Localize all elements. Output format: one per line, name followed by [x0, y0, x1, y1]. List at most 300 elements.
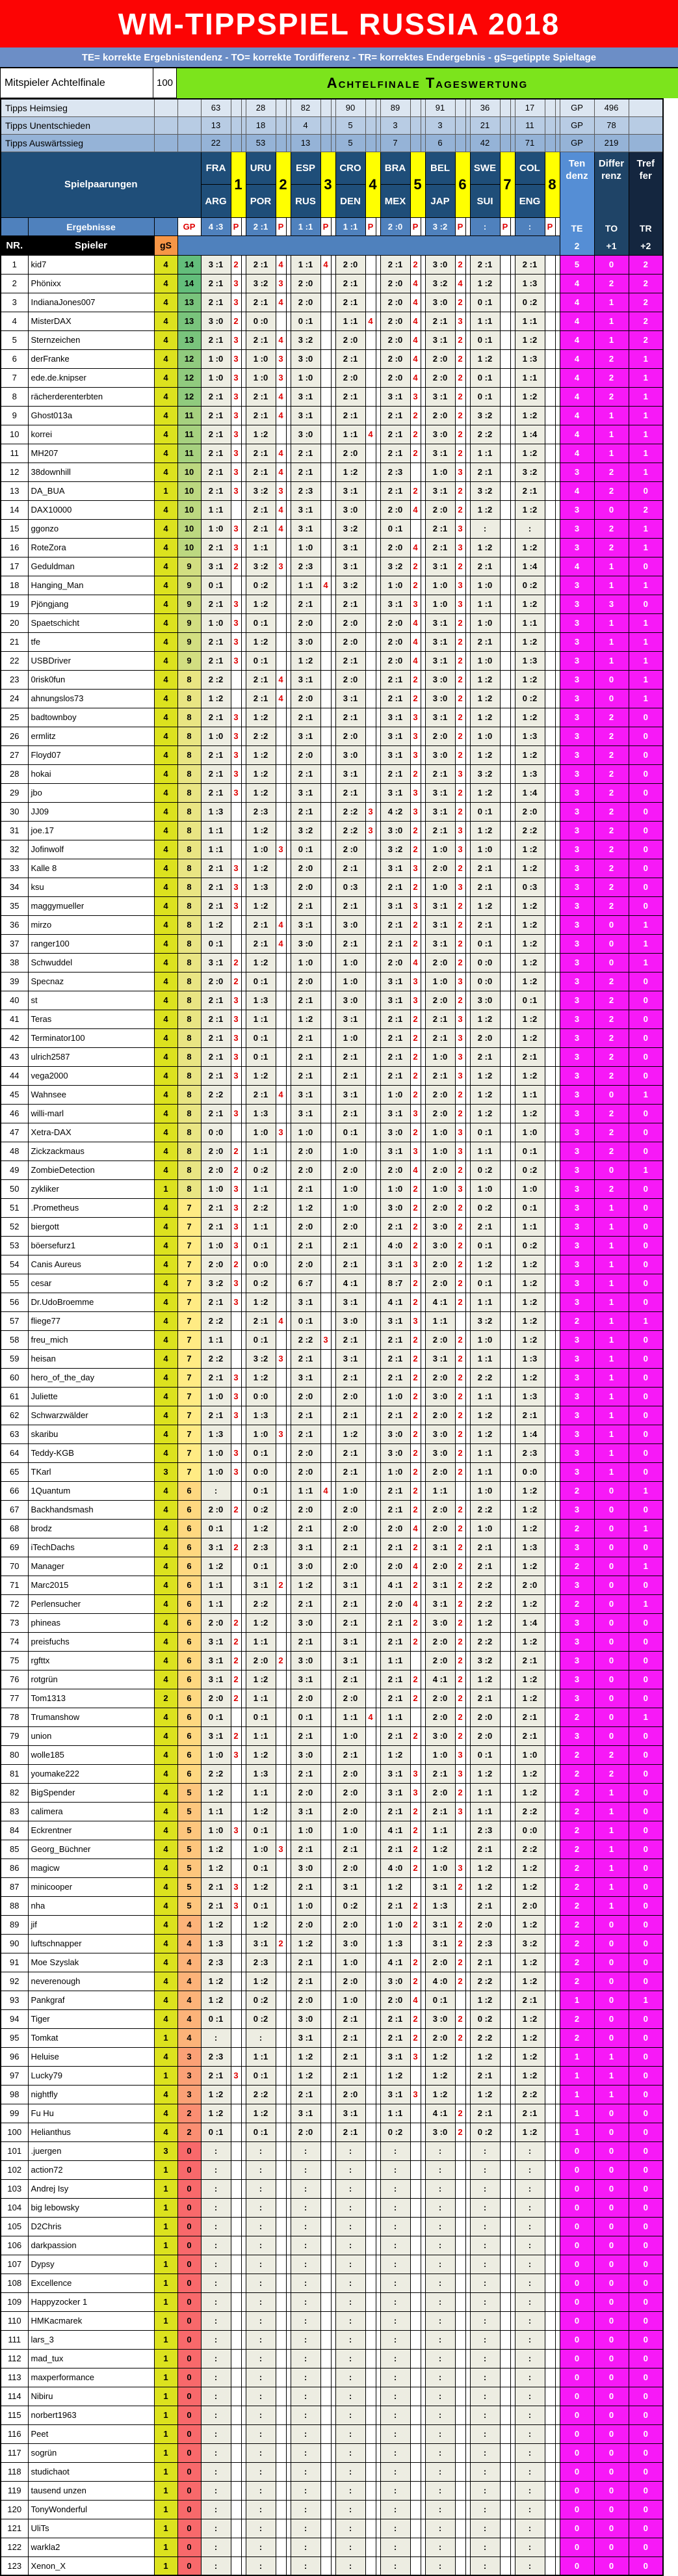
player-row — [1, 576, 663, 595]
separator-cell — [331, 1311, 335, 1330]
tip-match-3: 1 :0 — [291, 538, 320, 557]
separator-cell — [331, 1406, 335, 1425]
tip-points-match-3 — [320, 463, 331, 481]
gp-value: 10 — [177, 481, 201, 500]
tip-points-match-3 — [320, 519, 331, 538]
tip-match-8: 1 :1 — [515, 312, 545, 330]
separator-cell — [331, 632, 335, 651]
gs-value: 4 — [154, 1519, 177, 1538]
tip-points-match-4 — [365, 2368, 376, 2387]
tip-match-4: 2 :0 — [335, 1387, 365, 1406]
separator-cell — [286, 2274, 291, 2292]
separator-cell — [421, 2160, 425, 2179]
separator-cell — [286, 1387, 291, 1406]
tip-points-match-7 — [500, 1387, 510, 1406]
tip-match-1: 2 :1 — [201, 1877, 231, 1896]
separator-cell — [421, 1802, 425, 1821]
gs-value: 4 — [154, 1726, 177, 1745]
separator-cell — [376, 991, 380, 1010]
gp-value: 0 — [177, 2481, 201, 2500]
tip-match-2: 3 :2 — [246, 274, 276, 293]
separator-cell — [376, 2123, 380, 2141]
separator-cell — [286, 463, 291, 481]
tip-points-match-4 — [365, 859, 376, 878]
player-rank: 17 — [1, 557, 28, 576]
tip-match-3: 2 :1 — [291, 1877, 320, 1896]
separator-cell — [241, 1972, 246, 1991]
separator-cell — [286, 2217, 291, 2236]
tip-points-match-2 — [276, 425, 286, 444]
tip-match-5: 2 :1 — [380, 1010, 410, 1028]
separator-cell — [421, 2066, 425, 2085]
tip-match-1: : — [201, 2028, 231, 2047]
nr-header: NR. — [1, 235, 28, 255]
tip-match-5: 2 :0 — [380, 538, 410, 557]
tip-match-6: 1 :0 — [425, 576, 455, 595]
player-row — [1, 2406, 663, 2424]
tip-points-match-7 — [500, 463, 510, 481]
gp-value: 6 — [177, 1594, 201, 1613]
tip-points-match-6 — [455, 2141, 465, 2160]
tip-match-3: 1 :2 — [291, 1934, 320, 1953]
tip-match-4: 2 :1 — [335, 406, 365, 425]
separator-cell — [241, 727, 246, 745]
tip-points-match-5: 2 — [410, 1858, 421, 1877]
separator-cell — [421, 1368, 425, 1387]
separator-cell — [241, 953, 246, 972]
player-row — [1, 1293, 663, 1311]
tip-match-8: 0 :2 — [515, 1236, 545, 1255]
tip-match-3: 3 :0 — [291, 349, 320, 368]
tip-match-5: 3 :1 — [380, 595, 410, 613]
gp-column-label: GP — [177, 218, 201, 236]
gp-value: 0 — [177, 2462, 201, 2481]
separator-cell — [510, 1538, 515, 1557]
separator-cell — [555, 859, 560, 878]
tip-points-match-1 — [231, 2368, 241, 2387]
separator-cell — [555, 1255, 560, 1274]
separator-cell — [421, 2406, 425, 2424]
away-team-7: SUI — [470, 185, 500, 218]
blank-cell — [331, 134, 335, 152]
tip-points-match-2 — [276, 1217, 286, 1236]
tip-points-match-4 — [365, 1255, 376, 1274]
separator-cell — [286, 764, 291, 783]
gp-value: 0 — [177, 2556, 201, 2575]
tip-points-match-8 — [545, 1745, 555, 1764]
tip-match-5: 2 :1 — [380, 406, 410, 425]
separator-cell — [510, 2519, 515, 2538]
separator-cell — [510, 613, 515, 632]
player-rank: 74 — [1, 1632, 28, 1651]
separator-cell — [555, 2160, 560, 2179]
differenz-count: 2 — [594, 1028, 629, 1047]
differenz-count: 1 — [594, 1236, 629, 1255]
tip-points-match-5: 2 — [410, 1953, 421, 1972]
tip-points-match-3 — [320, 2481, 331, 2500]
match-number-4: 4 — [365, 152, 380, 218]
player-row — [1, 727, 663, 745]
player-name: joe.17 — [28, 821, 154, 840]
tip-points-match-5: 2 — [410, 444, 421, 463]
separator-cell — [376, 2085, 380, 2104]
tip-points-match-3 — [320, 783, 331, 802]
separator-cell — [465, 1066, 470, 1085]
separator-cell — [376, 2028, 380, 2047]
separator-cell — [286, 349, 291, 368]
separator-cell — [510, 2236, 515, 2255]
player-row — [1, 1255, 663, 1274]
tip-match-8: : — [515, 2198, 545, 2217]
tip-points-match-6 — [455, 2443, 465, 2462]
separator-cell — [286, 1934, 291, 1953]
tip-points-match-3 — [320, 2104, 331, 2123]
tip-points-match-1 — [231, 2028, 241, 2047]
separator-cell — [421, 783, 425, 802]
tip-points-match-4 — [365, 934, 376, 953]
separator-cell — [286, 1708, 291, 1726]
tip-match-3: 2 :1 — [291, 595, 320, 613]
gs-value: 4 — [154, 1821, 177, 1840]
gp-value: 0 — [177, 2141, 201, 2160]
tip-points-match-5: 3 — [410, 708, 421, 727]
tip-match-4: 2 :1 — [335, 1236, 365, 1255]
tip-points-match-4 — [365, 2311, 376, 2330]
differenz-count: 1 — [594, 1368, 629, 1387]
separator-cell — [510, 1877, 515, 1896]
separator-cell — [555, 255, 560, 274]
separator-cell — [331, 1896, 335, 1915]
gs-value: 4 — [154, 1500, 177, 1519]
tip-points-match-6 — [455, 2424, 465, 2443]
separator-cell — [555, 1972, 560, 1991]
player-name: calimera — [28, 1802, 154, 1821]
tip-points-match-1 — [231, 1311, 241, 1330]
tip-match-3: 2 :1 — [291, 764, 320, 783]
tip-match-7: : — [470, 2556, 500, 2575]
treffer-count: 1 — [629, 538, 663, 557]
tendenz-count: 2 — [560, 1594, 594, 1613]
treffer-count: 0 — [629, 896, 663, 915]
gs-value: 4 — [154, 953, 177, 972]
tip-match-4: 2 :1 — [335, 1670, 365, 1689]
tip-points-match-7 — [500, 1953, 510, 1972]
player-rank: 4 — [1, 312, 28, 330]
differenz-count: 0 — [594, 1557, 629, 1576]
tip-points-match-6 — [455, 2292, 465, 2311]
separator-cell — [555, 1632, 560, 1651]
gs-value: 1 — [154, 2406, 177, 2424]
tip-points-match-2: 4 — [276, 500, 286, 519]
separator-cell — [286, 500, 291, 519]
tip-match-4: 2 :0 — [335, 613, 365, 632]
tip-match-8: : — [515, 2236, 545, 2255]
player-row — [1, 934, 663, 953]
tip-match-5: 2 :1 — [380, 689, 410, 708]
tip-points-match-2 — [276, 878, 286, 896]
gs-value: 3 — [154, 2141, 177, 2160]
tip-points-match-3 — [320, 538, 331, 557]
tip-points-match-8 — [545, 2123, 555, 2141]
tip-match-2: 0 :2 — [246, 1991, 276, 2009]
tip-points-match-1: 3 — [231, 878, 241, 896]
treffer-count: 0 — [629, 2311, 663, 2330]
tip-match-8: 2 :0 — [515, 1896, 545, 1915]
separator-cell — [421, 2424, 425, 2443]
tip-points-match-4 — [365, 1330, 376, 1349]
player-name: kid7 — [28, 255, 154, 274]
tip-match-5: 2 :0 — [380, 349, 410, 368]
tip-match-7: : — [470, 2349, 500, 2368]
tip-points-match-8 — [545, 2443, 555, 2462]
tip-points-match-4 — [365, 1010, 376, 1028]
tip-match-6: 3 :0 — [425, 425, 455, 444]
tip-match-4: 2 :1 — [335, 2009, 365, 2028]
separator-cell — [241, 425, 246, 444]
tip-match-3: : — [291, 2160, 320, 2179]
gp-value: 2 — [177, 2104, 201, 2123]
tendenz-count: 5 — [560, 255, 594, 274]
tendenz-count: 0 — [560, 2406, 594, 2424]
tip-points-match-5: 3 — [410, 972, 421, 991]
tip-match-7: 1 :2 — [470, 1104, 500, 1123]
tip-points-match-2: 3 — [276, 481, 286, 500]
tip-match-7: 1 :0 — [470, 1330, 500, 1349]
tip-points-match-2 — [276, 2462, 286, 2481]
tip-points-match-2 — [276, 2198, 286, 2217]
tip-points-match-6 — [455, 1896, 465, 1915]
separator-cell — [465, 538, 470, 557]
tip-points-match-7 — [500, 1179, 510, 1198]
differenz-count: 2 — [594, 1066, 629, 1085]
separator-cell — [286, 1576, 291, 1594]
separator-cell — [241, 1538, 246, 1557]
tip-points-match-1 — [231, 2462, 241, 2481]
tip-points-match-4 — [365, 330, 376, 349]
differenz-count: 2 — [594, 349, 629, 368]
tip-match-1: : — [201, 2160, 231, 2179]
tip-match-5: 2 :1 — [380, 1406, 410, 1425]
tip-points-match-6 — [455, 1840, 465, 1858]
player-row — [1, 330, 663, 349]
tip-match-2: 0 :2 — [246, 576, 276, 595]
treffer-count: 0 — [629, 1198, 663, 1217]
tip-points-match-7 — [500, 689, 510, 708]
tip-points-match-6 — [455, 2217, 465, 2236]
separator-cell — [376, 2443, 380, 2462]
separator-cell — [465, 1745, 470, 1764]
player-row — [1, 2009, 663, 2028]
separator-cell — [465, 2481, 470, 2500]
player-rank: 31 — [1, 821, 28, 840]
gp-value: 0 — [177, 2443, 201, 2462]
player-rank: 43 — [1, 1047, 28, 1066]
separator-cell — [376, 368, 380, 387]
tip-points-match-7 — [500, 2292, 510, 2311]
player-row — [1, 745, 663, 764]
differenz-count: 1 — [594, 312, 629, 330]
tip-match-4: 3 :1 — [335, 1651, 365, 1670]
separator-cell — [376, 1161, 380, 1179]
separator-cell — [286, 1066, 291, 1085]
separator-cell — [555, 312, 560, 330]
tip-points-match-2 — [276, 2500, 286, 2519]
tip-match-1: 1 :0 — [201, 1821, 231, 1840]
tip-points-match-8 — [545, 1991, 555, 2009]
tip-points-match-2: 3 — [276, 349, 286, 368]
tip-match-8: 1 :2 — [515, 934, 545, 953]
gp-value: 11 — [177, 425, 201, 444]
blank-cell — [241, 99, 246, 116]
tip-match-8: : — [515, 2406, 545, 2424]
points-column-label: P — [231, 218, 241, 236]
tendenz-count: 2 — [560, 1708, 594, 1726]
tip-points-match-4 — [365, 632, 376, 651]
separator-cell — [376, 1198, 380, 1217]
tip-points-match-5 — [410, 1745, 421, 1764]
tip-points-match-8 — [545, 1632, 555, 1651]
tip-points-match-1: 3 — [231, 1236, 241, 1255]
gs-value: 4 — [154, 2123, 177, 2141]
tip-match-7: 1 :2 — [470, 1085, 500, 1104]
treffer-count: 0 — [629, 1349, 663, 1368]
tip-points-match-7 — [500, 1821, 510, 1840]
separator-cell — [241, 1953, 246, 1972]
tip-match-4: 2 :1 — [335, 934, 365, 953]
tip-points-match-3 — [320, 1462, 331, 1481]
separator-cell — [286, 425, 291, 444]
tip-points-match-4 — [365, 444, 376, 463]
tip-match-4: : — [335, 2160, 365, 2179]
player-row — [1, 991, 663, 1010]
separator-cell — [465, 2085, 470, 2104]
tip-points-match-8 — [545, 1840, 555, 1858]
player-name: warkla2 — [28, 2538, 154, 2556]
player-rank: 102 — [1, 2160, 28, 2179]
separator-cell — [510, 934, 515, 953]
tendenz-count: 3 — [560, 934, 594, 953]
tip-points-match-2 — [276, 2141, 286, 2160]
differenz-count: 2 — [594, 745, 629, 764]
tip-match-2: 0 :1 — [246, 1236, 276, 1255]
separator-cell — [331, 783, 335, 802]
tendenz-count: 1 — [560, 1991, 594, 2009]
tip-match-6: 1 :0 — [425, 878, 455, 896]
tip-points-match-4 — [365, 2274, 376, 2292]
separator-cell — [331, 1802, 335, 1821]
treffer-count: 0 — [629, 1538, 663, 1557]
tip-match-6: 2 :0 — [425, 1500, 455, 1519]
tendenz-count: 3 — [560, 953, 594, 972]
tip-match-7: 0 :1 — [470, 1745, 500, 1764]
separator-cell — [555, 2123, 560, 2141]
tip-points-match-1: 3 — [231, 991, 241, 1010]
tip-match-7: 1 :0 — [470, 1481, 500, 1500]
separator-cell — [241, 878, 246, 896]
tip-points-match-6: 3 — [455, 1802, 465, 1821]
separator-cell — [376, 1500, 380, 1519]
differenz-count: 0 — [594, 2198, 629, 2217]
separator-cell — [421, 1387, 425, 1406]
separator-cell — [286, 1764, 291, 1783]
separator-cell — [555, 2481, 560, 2500]
separator-cell — [331, 821, 335, 840]
tip-points-match-5: 2 — [410, 1123, 421, 1142]
tip-match-7: 1 :2 — [470, 2047, 500, 2066]
player-rank: 18 — [1, 576, 28, 595]
treffer-count: 0 — [629, 2424, 663, 2443]
separator-cell — [510, 840, 515, 859]
tip-match-8: 2 :3 — [515, 1443, 545, 1462]
tip-points-match-4 — [365, 519, 376, 538]
tip-points-match-6 — [455, 1991, 465, 2009]
separator-cell — [241, 896, 246, 915]
tip-match-3: 2 :0 — [291, 613, 320, 632]
tendenz-count: 3 — [560, 1349, 594, 1368]
tip-points-match-1 — [231, 1783, 241, 1802]
gp-value: 3 — [177, 2066, 201, 2085]
tip-points-match-2: 4 — [276, 255, 286, 274]
tip-match-5: 4 :1 — [380, 1953, 410, 1972]
player-row — [1, 1028, 663, 1047]
tip-match-7: 2 :1 — [470, 1217, 500, 1236]
player-row — [1, 2311, 663, 2330]
separator-cell — [555, 1142, 560, 1161]
separator-cell — [286, 2009, 291, 2028]
tip-points-match-2: 3 — [276, 557, 286, 576]
tip-points-match-3 — [320, 1519, 331, 1538]
separator-cell — [331, 972, 335, 991]
tip-points-match-8 — [545, 406, 555, 425]
tip-points-match-6: 2 — [455, 1349, 465, 1368]
gp-value: 0 — [177, 2255, 201, 2274]
tip-match-6: 2 :1 — [425, 764, 455, 783]
player-rank: 114 — [1, 2387, 28, 2406]
separator-cell — [555, 2500, 560, 2519]
tip-match-6: 4 :0 — [425, 1972, 455, 1991]
tip-match-3: 0 :1 — [291, 1708, 320, 1726]
gs-value: 1 — [154, 2255, 177, 2274]
tip-match-8: 2 :2 — [515, 821, 545, 840]
separator-cell — [376, 1236, 380, 1255]
tip-match-4: 2 :0 — [335, 1557, 365, 1576]
tip-points-match-4 — [365, 274, 376, 293]
tip-match-8: 1 :2 — [515, 1632, 545, 1651]
differenz-count: 0 — [594, 1613, 629, 1632]
tip-match-7: : — [470, 2311, 500, 2330]
differenz-count: 0 — [594, 934, 629, 953]
tip-points-match-4 — [365, 1557, 376, 1576]
separator-cell — [241, 1708, 246, 1726]
separator-cell — [421, 1708, 425, 1726]
differenz-count: 0 — [594, 1632, 629, 1651]
player-name: RoteZora — [28, 538, 154, 557]
tendenz-count: 0 — [560, 2462, 594, 2481]
tip-points-match-8 — [545, 1557, 555, 1576]
tip-match-4: 2 :1 — [335, 1443, 365, 1462]
separator-cell — [421, 1462, 425, 1481]
separator-cell — [286, 1161, 291, 1179]
tip-match-6: 3 :1 — [425, 387, 455, 406]
tip-points-match-5: 2 — [410, 1500, 421, 1519]
tip-points-match-4 — [365, 2424, 376, 2443]
blank-cell — [629, 134, 663, 152]
separator-cell — [555, 2387, 560, 2406]
tip-points-match-5: 2 — [410, 1689, 421, 1708]
gp-value: 0 — [177, 2274, 201, 2292]
treffer-count: 0 — [629, 1783, 663, 1802]
player-row — [1, 1123, 663, 1142]
